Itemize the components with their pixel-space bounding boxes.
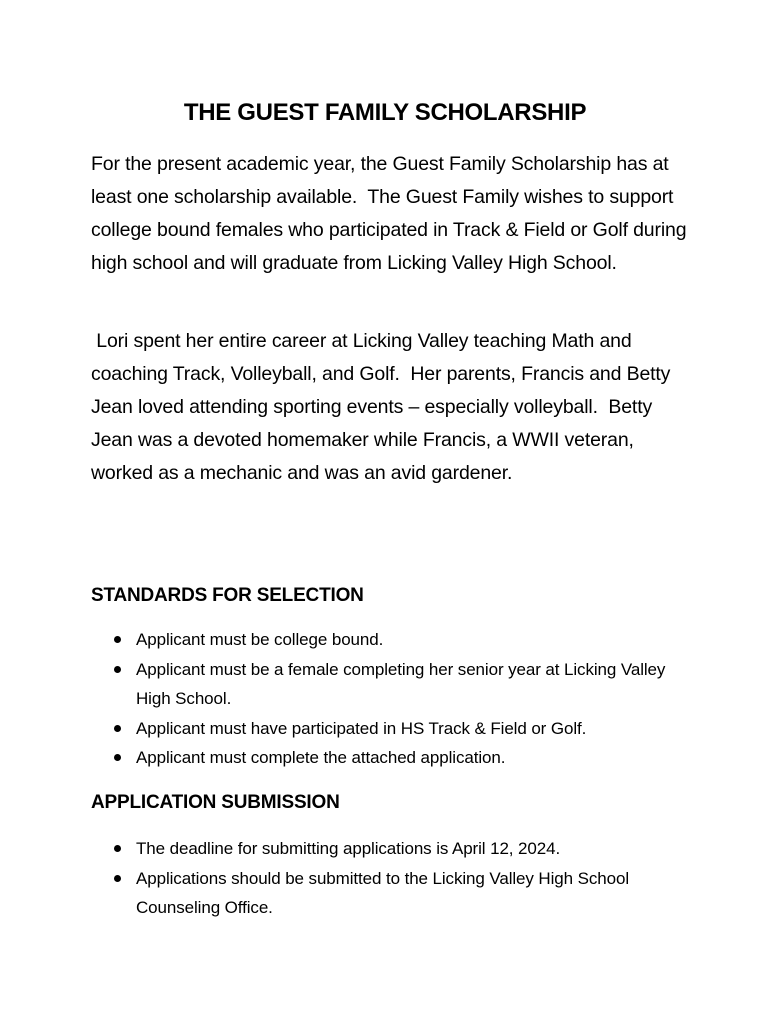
- list-item: [114, 743, 694, 773]
- list-item-text: Applicant must be a female completing her senior year at Licking Valley High School.: [136, 659, 666, 708]
- list-item: [114, 864, 694, 923]
- list-item-text: Applicant must have participated in HS Track & Field or Golf.: [136, 718, 587, 738]
- bullet-icon: [114, 725, 121, 732]
- standards-list: [114, 625, 694, 773]
- bullet-icon: [114, 845, 121, 852]
- list-item-text: The deadline for submitting applications is April 12, 2024.: [136, 839, 561, 858]
- list-item-text: Applications should be submitted to the Licking Valley High School Counseling Office.: [136, 868, 629, 917]
- bullet-icon: [114, 636, 121, 643]
- background-paragraph: Lori spent her entire career at Licking Valley teaching Math and coaching Track, Volleyball, and Golf. Her parents, Francis and Betty Jean loved attending sporting events – especially volleyball. Betty Jean was a devoted homemaker while Francis, a WWII veteran, worked as a mechanic and was an avid gardener.: [91, 330, 676, 484]
- bullet-icon: [114, 754, 121, 761]
- submission-heading: APPLICATION SUBMISSION: [91, 792, 340, 813]
- document-title: THE GUEST FAMILY SCHOLARSHIP: [183, 99, 587, 126]
- list-item-text: Applicant must be college bound.: [136, 630, 384, 649]
- standards-heading: STANDARDS FOR SELECTION: [91, 585, 364, 606]
- list-item: [114, 714, 694, 744]
- list-item-text: Applicant must complete the attached application.: [136, 748, 506, 767]
- intro-paragraph: For the present academic year, the Guest Family Scholarship has at least one scholarship available. The Guest Family wishes to support college bound females who participated in Track & Field or Golf during high school and will graduate from Licking Valley High School.: [91, 153, 692, 274]
- list-item: [114, 625, 694, 655]
- bullet-icon: [114, 875, 121, 882]
- submission-list: [114, 834, 694, 923]
- list-item: [114, 655, 694, 714]
- list-item: [114, 834, 694, 864]
- bullet-icon: [114, 666, 121, 673]
